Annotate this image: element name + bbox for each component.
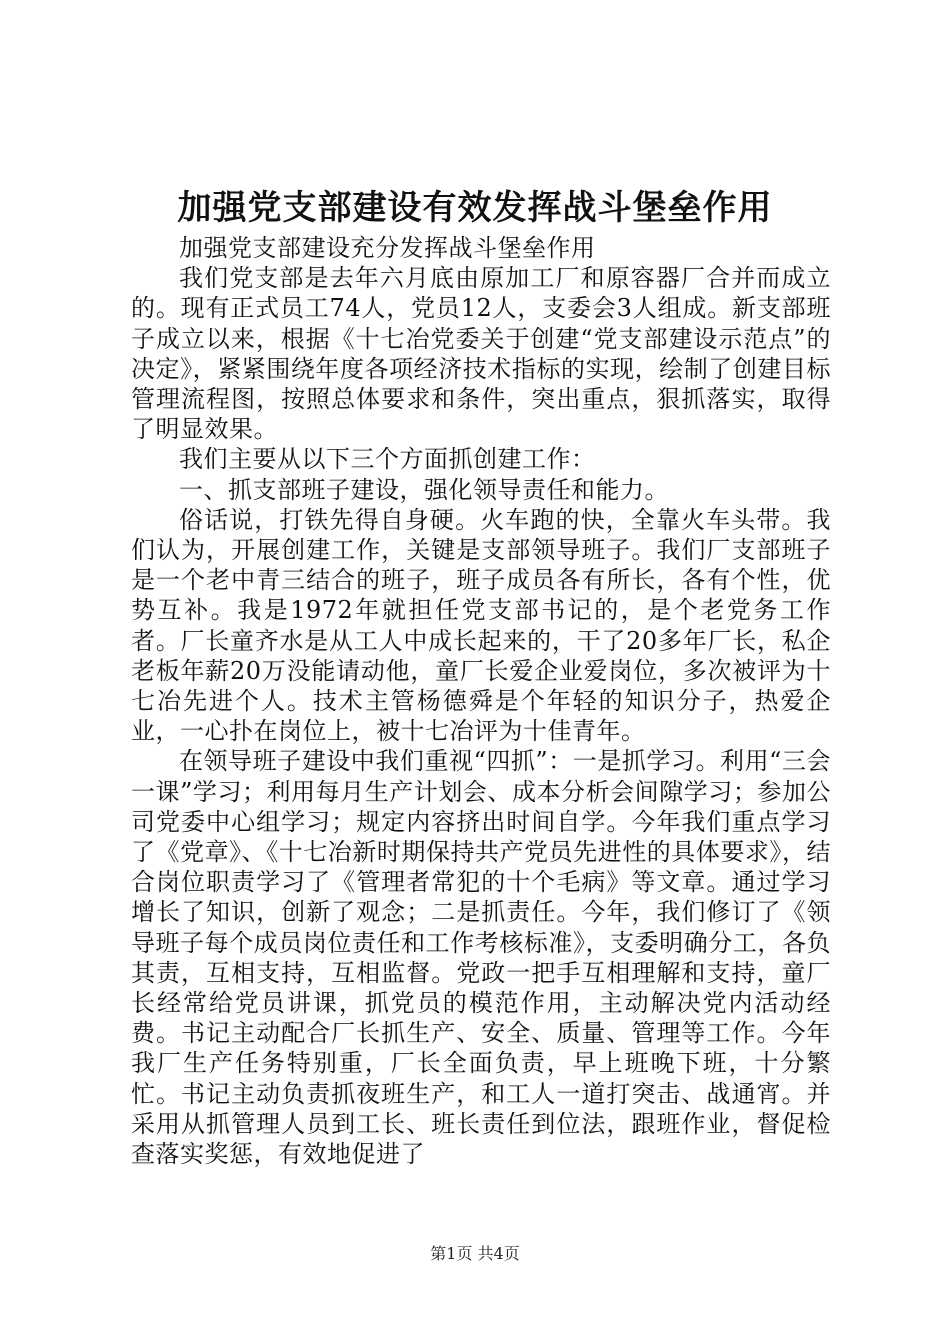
paragraph-subtitle: 加强党支部建设充分发挥战斗堡垒作用 (179, 234, 596, 262)
document-body (131, 233, 831, 1169)
paragraph-four-focus: 在领导班子建设中我们重视“四抓”：一是抓学习。利用“三会一课”学习；利用每月生产计划会、成本分析会间隙学习；参加公司党委中心组学习；规定内容挤出时间自学。今年我们重点学习了《党章》、《十七冶新时期保持共产党员先进性的具体要求》，结合岗位职责学习了《管理者常犯的十个毛病》等文章。通过学习增长了知识，创新了观念；二是抓责任。今年，我们修订了《领导班子每个成员岗位责任和工作考核标准》，支委明确分工，各负其责，互相支持，互相监督。党政一把手互相理解和支持，童厂长经常给党员讲课，抓党员的模范作用，主动解决党内活动经费。书记主动配合厂长抓生产、安全、质量、管理等工作。今年我厂生产任务特别重，厂长全面负责，早上班晚下班，十分繁忙。书记主动负责抓夜班生产，和工人一道打突击、战通宵。并采用从抓管理人员到工长、班长责任到位法，跟班作业，督促检查落实奖惩，有效地促进了 (131, 747, 831, 1169)
page-number: 第1页 共4页 (430, 1244, 520, 1263)
paragraph-three-aspects: 我们主要从以下三个方面抓创建工作： (179, 445, 596, 474)
paragraph-intro: 我们党支部是去年六月底由原加工厂和原容器厂合并而成立的。现有正式员工74人，党员12人，支委会3人组成。新支部班子成立以来，根据《十七冶党委关于创建“党支部建设示范点”的决定》，紧紧围绕年度各项经济技术指标的实现，绘制了创建目标管理流程图，按照总体要求和条件，突出重点，狠抓落实，取得了明显效果。 (131, 264, 831, 444)
paragraph-section-heading: 一、抓支部班子建设，强化领导责任和能力。 (179, 475, 669, 504)
paragraph-leadership-team: 俗话说，打铁先得自身硬。火车跑的快，全靠火车头带。我们认为，开展创建工作，关键是支部领导班子。我们厂支部班子是一个老中青三结合的班子，班子成员各有所长，各有个性，优势互补。我是1972年就担任党支部书记的，是个老党务工作者。厂长童齐水是从工人中成长起来的，干了20多年厂长，私企老板年薪20万没能请动他，童厂长爱企业爱岗位，多次被评为十七冶先进个人。技术主管杨德舜是个年轻的知识分子，热爱企业，一心扑在岗位上，被十七冶评为十佳青年。 (131, 505, 831, 746)
document-title: 加强党支部建设有效发挥战斗堡垒作用 (177, 188, 773, 228)
